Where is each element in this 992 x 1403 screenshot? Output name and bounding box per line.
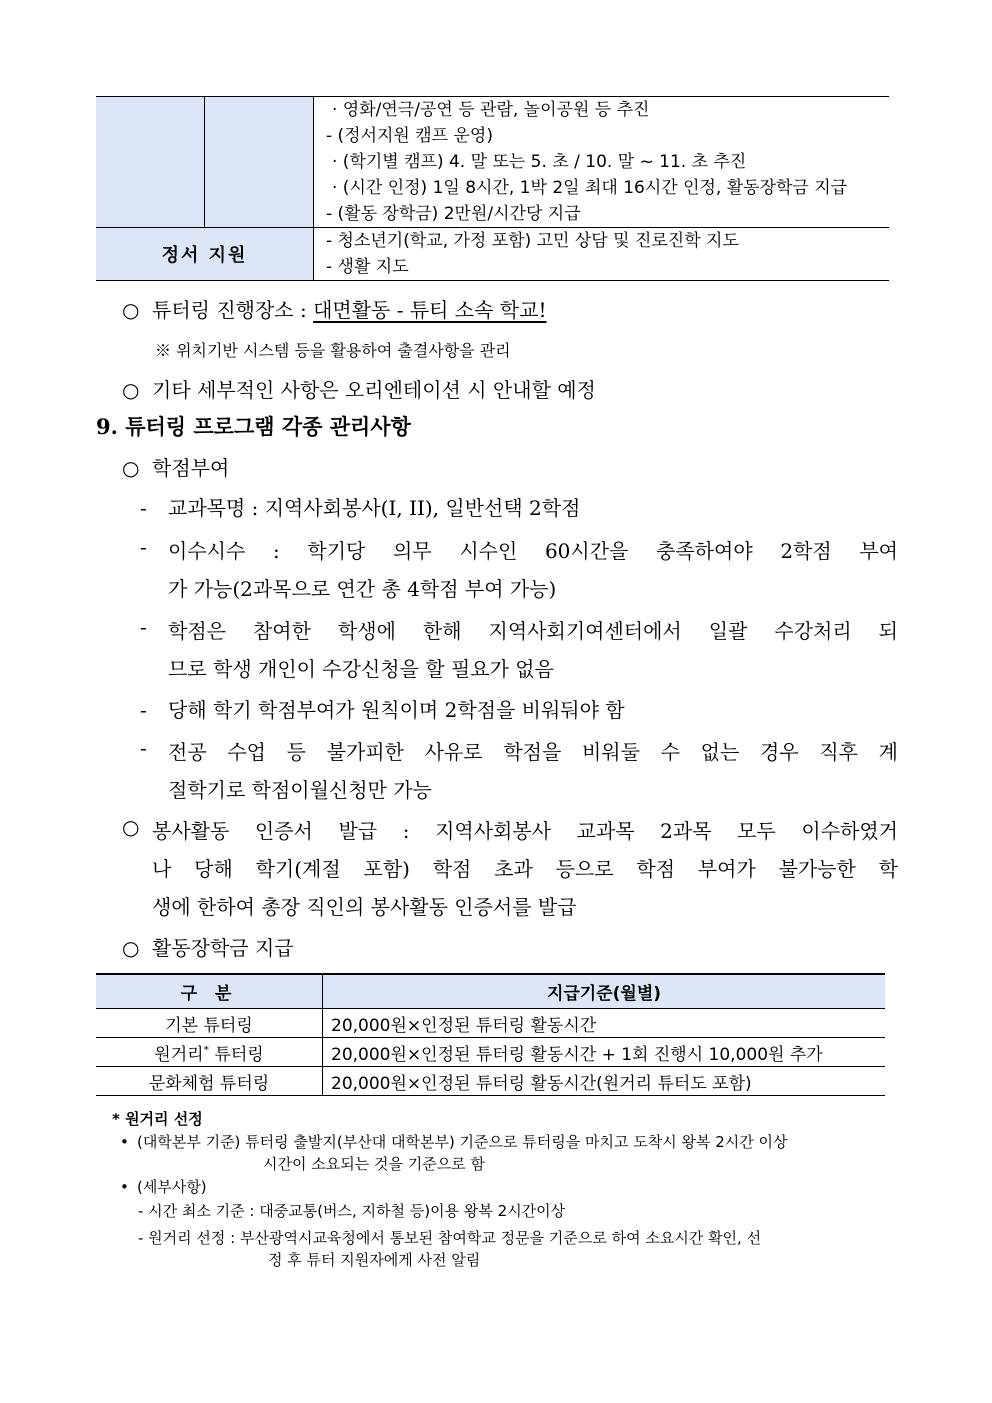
- tutoring-place: [122, 294, 547, 323]
- attendance-note: ※ 위치기반 시스템 등을 활용하여 출결사항을 관리: [155, 341, 511, 360]
- certificate-continuation: 나 당해 학기(계절 포함) 학점 초과 등으로 학점 부여가 불가능한 학: [152, 857, 898, 881]
- header-criteria: 지급기준(월별): [323, 974, 886, 1009]
- list-item-text: 교과목명 : 지역사회봉사(I, II), 일반선택 2학점: [168, 496, 581, 520]
- table-line: · 영화/연극/공연 등 관람, 놀이공원 등 추진: [332, 100, 650, 120]
- list-item-continuation: 므로 학생 개인이 수강신청을 할 필요가 없음: [168, 657, 554, 681]
- row-criteria: 20,000원×인정된 튜터링 활동시간(원거리 튜터도 포함): [323, 1067, 886, 1096]
- place-value: 대면활동 - 튜티 소속 학교!: [313, 298, 547, 322]
- row-type: [96, 1038, 323, 1067]
- scholarship-title-text: 활동장학금 지급: [152, 936, 294, 960]
- list-item-text: 전공 수업 등 불가피한 사유로 학점을 비워둘 수 없는 경우 직후 계: [168, 740, 898, 764]
- list-item: [140, 615, 898, 644]
- etc-info: [122, 374, 596, 403]
- row-criteria: 20,000원×인정된 튜터링 활동시간: [323, 1009, 886, 1038]
- credit-title: [122, 452, 229, 481]
- dot-bullet-icon: •: [120, 1133, 129, 1151]
- footnote-mark: *: [203, 1042, 210, 1056]
- table-row: [96, 97, 889, 228]
- section-heading: 9. 튜터링 프로그램 각종 관리사항: [96, 414, 411, 439]
- circle-bullet-icon: ○: [122, 298, 140, 322]
- table-cell-empty: [96, 97, 205, 228]
- dash-bullet-icon: -: [140, 535, 147, 559]
- footnote-continuation: 시간이 소요되는 것을 기준으로 함: [263, 1155, 485, 1173]
- row-type-text: 원거리: [154, 1044, 204, 1065]
- table-row: [96, 1067, 885, 1096]
- table-line: - (정서지원 캠프 운영): [326, 126, 493, 146]
- footnote-text: (대학본부 기준) 튜터링 출발지(부산대 대학본부) 기준으로 튜터링을 마치고 도착시 왕복 2시간 이상: [137, 1133, 788, 1151]
- place-label: 튜터링 진행장소 :: [152, 298, 314, 322]
- table-row: [96, 1038, 885, 1067]
- row-type: 기본 튜터링: [96, 1009, 323, 1038]
- footnote-sub: - 원거리 선정 : 부산광역시교육청에서 통보된 참여학교 정문을 기준으로 하여 소요시간 확인, 선: [138, 1229, 762, 1247]
- etc-text: 기타 세부적인 사항은 오리엔테이션 시 안내할 예정: [152, 378, 596, 402]
- list-item-continuation: 절학기로 학점이월신청만 가능: [168, 778, 432, 802]
- certificate-text: 봉사활동 인증서 발급 : 지역사회봉사 교과목 2과목 모두 이수하였거: [152, 819, 898, 843]
- footnote-item: [120, 1176, 207, 1197]
- table-cell-content: [314, 228, 890, 281]
- dash-bullet-icon: -: [140, 736, 147, 760]
- table-row: [96, 228, 889, 281]
- table-line: - (활동 장학금) 2만원/시간당 지급: [326, 204, 581, 224]
- list-item: [140, 492, 580, 521]
- table-line: · (시간 인정) 1일 8시간, 1박 2일 최대 16시간 인정, 활동장학금 지급: [332, 178, 848, 198]
- list-item-text: 이수시수 : 학기당 의무 시수인 60시간을 충족하여야 2학점 부여: [168, 539, 898, 563]
- dash-bullet-icon: -: [140, 698, 147, 722]
- header-type: 구 분: [96, 974, 323, 1009]
- list-item-text: 당해 학기 학점부여가 원칙이며 2학점을 비워둬야 함: [168, 698, 625, 722]
- list-item-continuation: 가 가능(2과목으로 연간 총 4학점 부여 가능): [168, 577, 557, 601]
- list-item: [140, 535, 898, 564]
- footnote-sub: - 시간 최소 기준 : 대중교통(버스, 지하철 등)이용 왕복 2시간이상: [138, 1202, 566, 1220]
- table-cell-empty: [205, 97, 314, 228]
- row-label-emotional-support: 정서 지원: [96, 228, 314, 281]
- footnote-text: (세부사항): [137, 1178, 207, 1196]
- list-item: [140, 694, 625, 723]
- row-type-suffix: 튜터링: [209, 1044, 264, 1065]
- dot-bullet-icon: •: [120, 1178, 129, 1196]
- list-item-text: 학점은 참여한 학생에 한해 지역사회기여센터에서 일괄 수강처리 되: [168, 619, 898, 643]
- dash-bullet-icon: -: [140, 615, 147, 639]
- circle-bullet-icon: ○: [122, 815, 140, 839]
- table-cell-content: [314, 97, 890, 228]
- scholarship-table: [96, 973, 885, 1096]
- scholarship-title: [122, 932, 294, 961]
- table-header-row: [96, 974, 885, 1009]
- table-line: - 생활 지도: [326, 257, 409, 277]
- dash-bullet-icon: -: [140, 496, 147, 520]
- footnote-item: [120, 1131, 788, 1152]
- footnote-title: * 원거리 선정: [112, 1110, 203, 1128]
- circle-bullet-icon: ○: [122, 378, 140, 402]
- table-line: - 청소년기(학교, 가정 포함) 고민 상담 및 진로진학 지도: [326, 231, 739, 251]
- certificate-item: [122, 815, 898, 844]
- program-table-continued: [96, 96, 889, 281]
- table-row: [96, 1009, 885, 1038]
- row-criteria: 20,000원×인정된 튜터링 활동시간 + 1회 진행시 10,000원 추가: [323, 1038, 886, 1067]
- row-type: 문화체험 튜터링: [96, 1067, 323, 1096]
- table-line: · (학기별 캠프) 4. 말 또는 5. 초 / 10. 말 ~ 11. 초 추진: [332, 152, 747, 172]
- certificate-continuation: 생에 한하여 총장 직인의 봉사활동 인증서를 발급: [152, 895, 577, 919]
- circle-bullet-icon: ○: [122, 456, 140, 480]
- credit-title-text: 학점부여: [152, 456, 230, 480]
- list-item: [140, 736, 898, 765]
- circle-bullet-icon: ○: [122, 936, 140, 960]
- footnote-continuation: 정 후 튜터 지원자에게 사전 알림: [268, 1251, 481, 1269]
